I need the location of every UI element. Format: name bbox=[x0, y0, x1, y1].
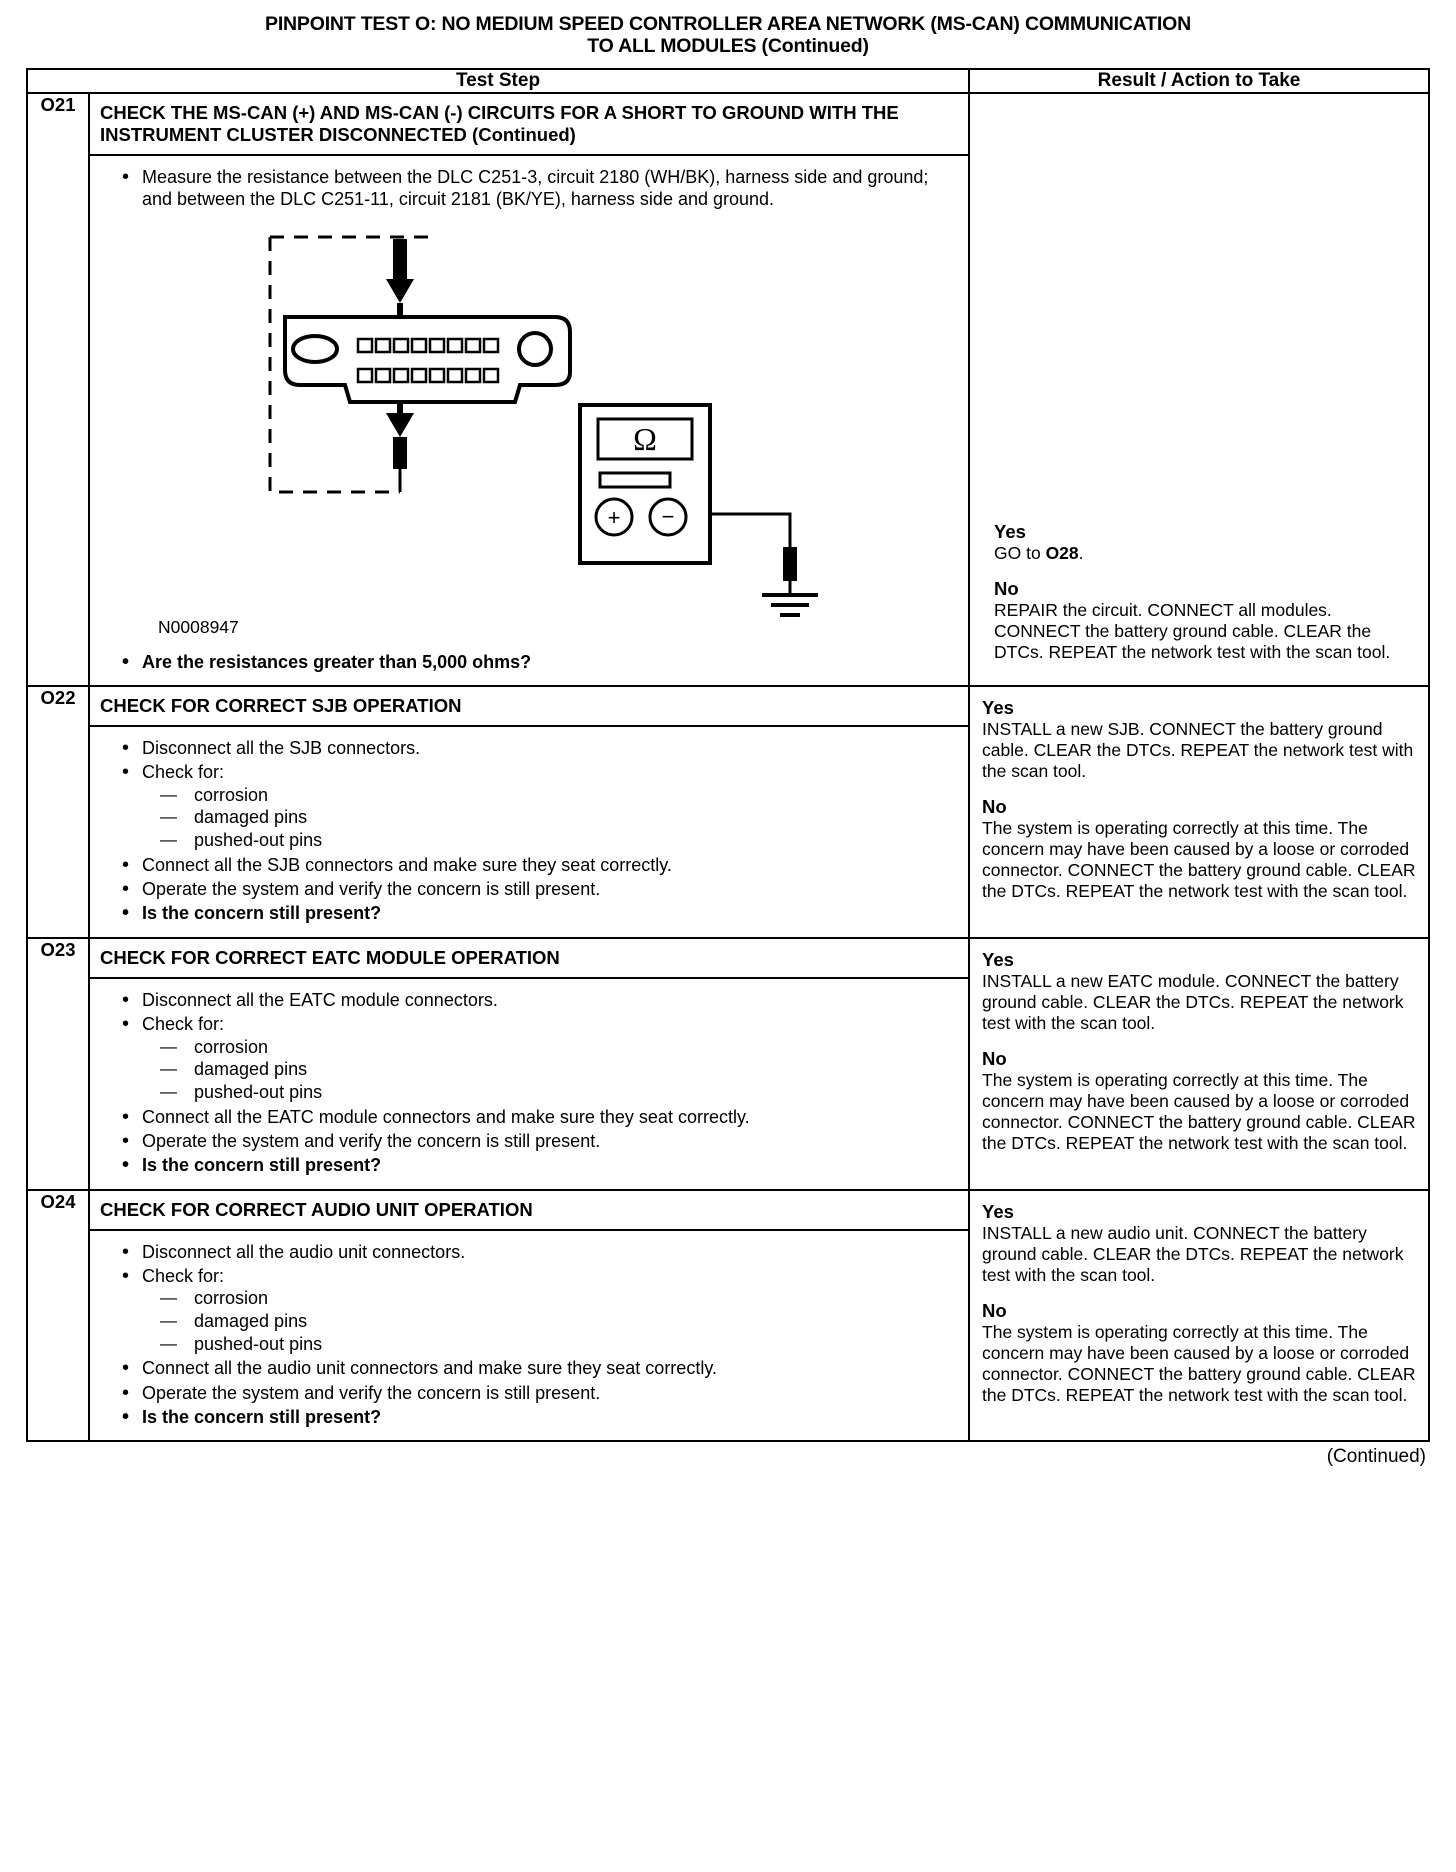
question-text: • Is the concern still present? bbox=[100, 1406, 958, 1428]
list-item: — pushed-out pins bbox=[142, 1333, 958, 1356]
step-content-o22 bbox=[89, 686, 969, 938]
list-item: — corrosion bbox=[142, 1036, 958, 1059]
figure-dlc-resistance-measurement bbox=[100, 217, 958, 647]
result-no-text: REPAIR the circuit. CONNECT all modules. CONNECT the battery ground cable. CLEAR the DTCs. REPEAT the network test with the scan tool. bbox=[994, 599, 1391, 662]
step-body-o24 bbox=[90, 1231, 968, 1441]
result-no-text: The system is operating correctly at this time. The concern may have been caused by a loose or corroded connector. CONNECT the battery ground cable. CLEAR the DTCs. REPEAT the network test with the scan tool. bbox=[982, 1070, 1416, 1154]
list-item: — damaged pins bbox=[142, 1058, 958, 1081]
step-number-o24: O24 bbox=[27, 1190, 89, 1442]
page-title-line1: PINPOINT TEST O: NO MEDIUM SPEED CONTROLLER AREA NETWORK (MS-CAN) COMMUNICATION bbox=[265, 13, 1191, 35]
list-item: • Operate the system and verify the concern is still present. bbox=[100, 1382, 958, 1404]
result-yes-text: GO to O28. bbox=[994, 542, 1084, 563]
step-title-o22: CHECK FOR CORRECT SJB OPERATION bbox=[90, 687, 968, 727]
list-item: • Check for: — corrosion — damaged pins — pushed-out pins bbox=[100, 1013, 958, 1103]
list-item: — damaged pins bbox=[142, 1310, 958, 1333]
list-item: • Disconnect all the EATC module connectors. bbox=[100, 989, 958, 1011]
list-item: — corrosion bbox=[142, 784, 958, 807]
step-body-o21 bbox=[90, 156, 968, 685]
step-title-o23: CHECK FOR CORRECT EATC MODULE OPERATION bbox=[90, 939, 968, 979]
svg-text:+: + bbox=[607, 504, 621, 530]
result-yes-label: Yes bbox=[982, 1200, 1014, 1222]
list-item: • Connect all the audio unit connectors and make sure they seat correctly. bbox=[100, 1357, 958, 1379]
column-header-result-action: Result / Action to Take bbox=[969, 69, 1429, 93]
list-item: • Operate the system and verify the concern is still present. bbox=[100, 878, 958, 900]
page-footer-continued: (Continued) bbox=[1326, 1446, 1426, 1468]
table-row bbox=[27, 938, 1429, 1190]
list-item: • Connect all the EATC module connectors and make sure they seat correctly. bbox=[100, 1106, 958, 1128]
list-item: — damaged pins bbox=[142, 806, 958, 829]
result-yes-text: INSTALL a new SJB. CONNECT the battery ground cable. CLEAR the DTCs. REPEAT the network test with the scan tool. bbox=[982, 719, 1414, 782]
step-body-o23 bbox=[90, 979, 968, 1189]
result-no-label: No bbox=[982, 1047, 1007, 1069]
list-item: — pushed-out pins bbox=[142, 1081, 958, 1104]
result-no-label: No bbox=[994, 577, 1019, 599]
figure-id: N0008947 bbox=[158, 617, 239, 638]
table-row bbox=[27, 686, 1429, 938]
result-no-text: The system is operating correctly at this time. The concern may have been caused by a loose or corroded connector. CONNECT the battery ground cable. CLEAR the DTCs. REPEAT the network test with the scan tool. bbox=[982, 1321, 1416, 1405]
table-row bbox=[27, 93, 1429, 686]
list-item: • Check for: — corrosion — damaged pins — pushed-out pins bbox=[100, 761, 958, 851]
question-text: • Is the concern still present? bbox=[100, 1154, 958, 1176]
list-item: • Connect all the SJB connectors and make sure they seat correctly. bbox=[100, 854, 958, 876]
question-text: • Is the concern still present? bbox=[100, 902, 958, 924]
step-question-o21 bbox=[100, 651, 958, 673]
step-content-o23 bbox=[89, 938, 969, 1190]
svg-text:−: − bbox=[661, 503, 675, 529]
svg-text:Ω: Ω bbox=[633, 420, 657, 457]
list-item: — corrosion bbox=[142, 1287, 958, 1310]
page-title bbox=[26, 14, 1430, 58]
result-yes-label: Yes bbox=[982, 696, 1014, 718]
step-number-o23: O23 bbox=[27, 938, 89, 1190]
result-yes-label: Yes bbox=[982, 948, 1014, 970]
list-item: • Measure the resistance between the DLC C251-3, circuit 2180 (WH/BK), harness side and ground; and between the DLC C251-11, circuit 2181 (BK/YE), harness side and ground. bbox=[100, 166, 958, 211]
result-cell-o24 bbox=[969, 1190, 1429, 1442]
result-yes-text: INSTALL a new audio unit. CONNECT the battery ground cable. CLEAR the DTCs. REPEAT the network test with the scan tool. bbox=[982, 1222, 1404, 1285]
result-cell-o23 bbox=[969, 938, 1429, 1190]
step-title-o24: CHECK FOR CORRECT AUDIO UNIT OPERATION bbox=[90, 1191, 968, 1231]
step-body-o22 bbox=[90, 727, 968, 937]
list-item: — pushed-out pins bbox=[142, 829, 958, 852]
column-header-test-step: Test Step bbox=[27, 69, 969, 93]
result-no-label: No bbox=[982, 1299, 1007, 1321]
step-number-o21: O21 bbox=[27, 93, 89, 686]
list-item: • Disconnect all the audio unit connectors. bbox=[100, 1241, 958, 1263]
step-content-o21 bbox=[89, 93, 969, 686]
question-text: • Are the resistances greater than 5,000 ohms? bbox=[100, 651, 958, 673]
result-no-text: The system is operating correctly at this time. The concern may have been caused by a loose or corroded connector. CONNECT the battery ground cable. CLEAR the DTCs. REPEAT the network test with the scan tool. bbox=[982, 818, 1416, 902]
result-cell-o22 bbox=[969, 686, 1429, 938]
pinpoint-test-table bbox=[26, 68, 1430, 1443]
result-cell-o21 bbox=[969, 93, 1429, 686]
result-yes-text: INSTALL a new EATC module. CONNECT the battery ground cable. CLEAR the DTCs. REPEAT the network test with the scan tool. bbox=[982, 970, 1404, 1033]
step-number-o22: O22 bbox=[27, 686, 89, 938]
step-content-o24 bbox=[89, 1190, 969, 1442]
result-no-label: No bbox=[982, 796, 1007, 818]
table-header-row bbox=[27, 69, 1429, 93]
dlc-meter-diagram bbox=[100, 217, 920, 637]
list-item: • Check for: — corrosion — damaged pins — pushed-out pins bbox=[100, 1265, 958, 1355]
step-title-o21: CHECK THE MS-CAN (+) AND MS-CAN (-) CIRCUITS FOR A SHORT TO GROUND WITH THE INSTRUMENT CLUSTER DISCONNECTED (Continued) bbox=[90, 94, 968, 156]
result-yes-label: Yes bbox=[994, 520, 1026, 542]
table-row bbox=[27, 1190, 1429, 1442]
list-item: • Operate the system and verify the concern is still present. bbox=[100, 1130, 958, 1152]
list-item: • Disconnect all the SJB connectors. bbox=[100, 737, 958, 759]
page-title-line2: TO ALL MODULES (Continued) bbox=[587, 34, 869, 57]
